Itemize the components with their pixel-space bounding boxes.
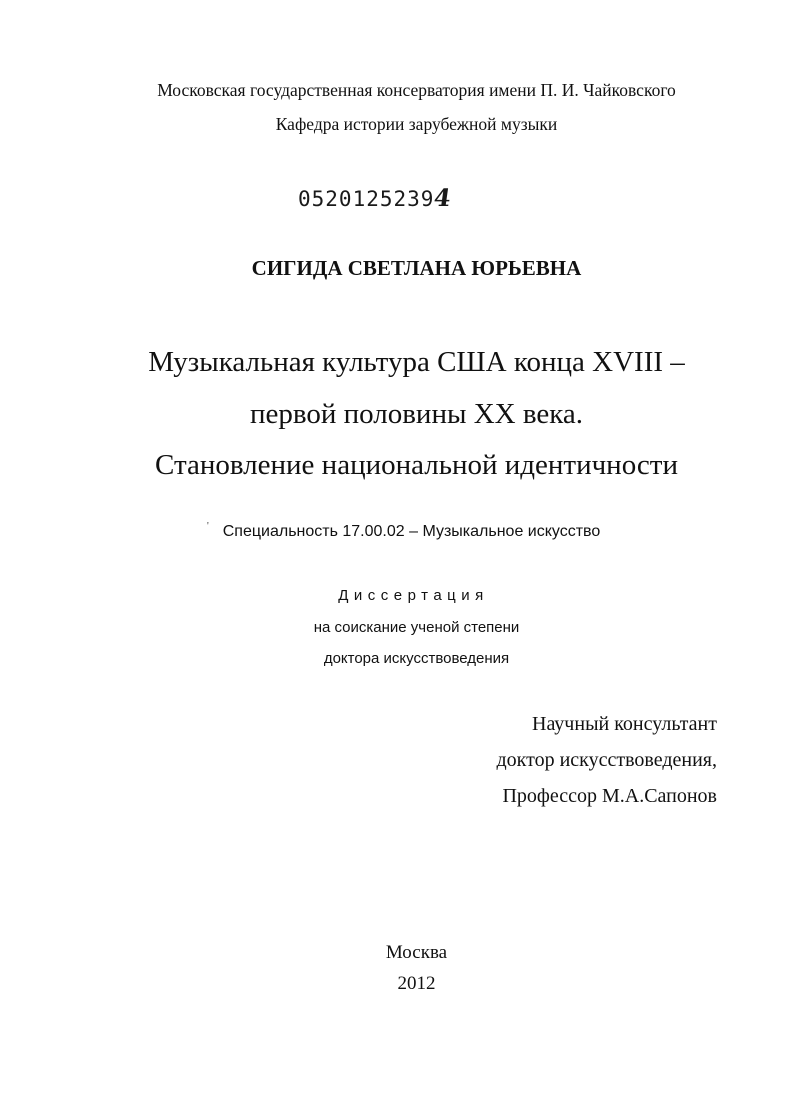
thesis-title-line-1: Музыкальная культура США конца XVIII – <box>148 346 685 378</box>
advisor-degree: доктор искусствоведения, <box>496 749 717 771</box>
advisor-role: Научный консультант <box>532 713 717 735</box>
department-name: Кафедра истории зарубежной музыки <box>275 114 558 134</box>
institution-name: Московская государственная консерватория имени П. И. Чайковского <box>157 80 676 100</box>
city: Москва <box>385 942 448 963</box>
degree-line-1: на соискание ученой степени <box>313 619 520 636</box>
specialty-line: Специальность 17.00.02 – Музыкальное искусство <box>222 523 601 540</box>
year: 2012 <box>397 973 436 994</box>
registration-stamp <box>298 183 451 212</box>
thesis-title-line-2: первой половины XX века. <box>249 398 584 430</box>
stamp-printed-number: 0520125239 <box>298 187 435 211</box>
specialty-stray-mark: ' <box>207 521 209 532</box>
advisor-name: Профессор М.А.Сапонов <box>502 785 717 807</box>
author-name: СИГИДА СВЕТЛАНА ЮРЬЕВНА <box>251 256 582 280</box>
thesis-title-line-3: Становление национальной идентичности <box>154 449 678 481</box>
degree-line-2: доктора искусствоведения <box>323 650 510 667</box>
dissertation-label: Диссертация <box>338 587 489 604</box>
stamp-handwritten-digit: 4 <box>432 183 451 212</box>
